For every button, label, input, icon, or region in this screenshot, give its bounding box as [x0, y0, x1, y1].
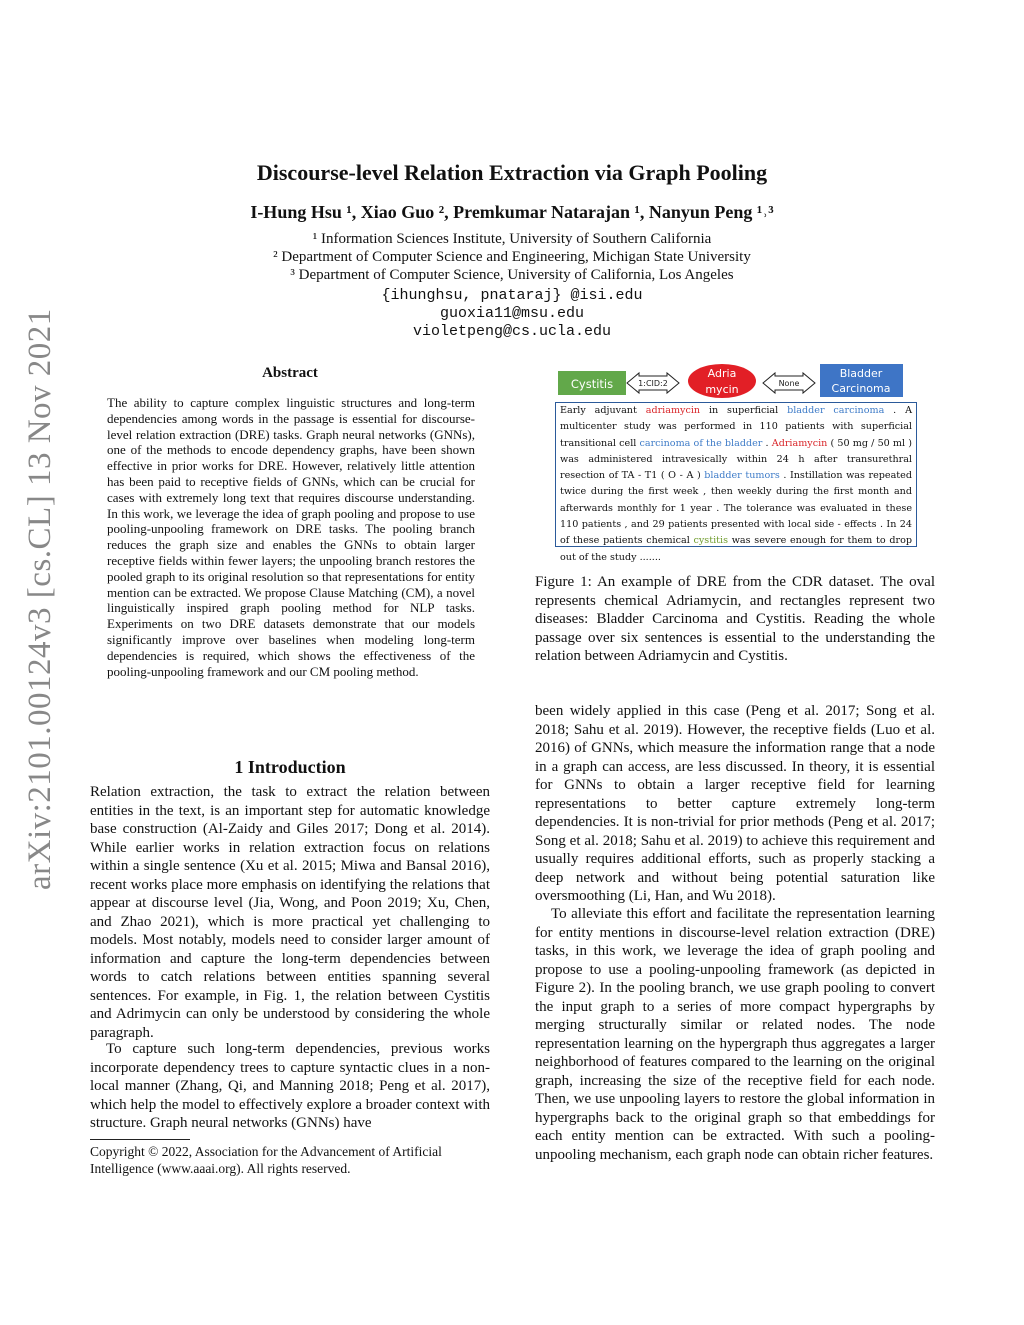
section-heading-introduction: 1 Introduction	[234, 757, 346, 777]
right-column-paragraph-2: To alleviate this effort and facilitate the representation learning for entity mentions in discourse-level relation extraction (DRE) tasks, in this work, we leverage the idea of graph pooling and propose to use a pooling-unpooling framework (as depicted in Figure 2). In the pooling branch, we use graph pooling to convert the input graph to a series of more compact hypergraphs by merging structurally similar or related nodes. The node representation learning on the hypergraph thus aggregates a larger neighborhood of features compared to the learning on the original graph, increasing the size of the receptive field for each node. Then, we use unpooling layers to restore the global information in hypergraphs back to the original graph so that embeddings for each entity mention can be extracted. With such a pooling-unpooling mechanism, each graph node can obtain richer features.	[535, 906, 935, 1163]
email-3: violetpeng@cs.ucla.edu	[412, 323, 612, 340]
bladder-label-2: Carcinoma	[831, 382, 891, 395]
bladder-label-1: Bladder	[839, 367, 883, 380]
adriamycin-label-2: mycin	[705, 383, 739, 396]
copyright-footnote: Copyright © 2022, Association for the Advancement of Artificial Intelligence (www.aaai.org). All rights reserved.	[90, 1144, 442, 1176]
email-2: guoxia11@msu.edu	[439, 305, 585, 322]
cid-label: 1:CID:2	[638, 379, 668, 388]
affiliation-1: ¹ Information Sciences Institute, University of Southern California	[312, 231, 712, 247]
figure-1-passage: Early adjuvant adriamycin in superficial bladder carcinoma . A multicenter study was performed in 110 patients with superficial transitional cell carcinoma of the bladder . Adriamycin ( 50 mg / 50 ml ) was administered intravesically within 24 h after transurethral resection of TA - T1 ( O - A ) bladder tumors . Instillation was repeated twice during the first week , then weekly during the first month and afterwards monthly for 1 year . The tolerance was evaluated in these 110 patients , and 29 patients presented with local side - effects . In 24 of these patients chemical cystitis was severe enough for them to drop out of the study .......	[555, 402, 917, 547]
intro-paragraph-2: To capture such long-term dependencies, previous works incorporate dependency trees to capture syntactic clues in a non-local manner (Zhang, Qi, and Manning 2018; Peng et al. 2017), which help the model to effectively explore a broader context with structure. Graph neural networks (GNNs) have	[90, 1041, 490, 1131]
email-1: {ihunghsu, pnataraj} @isi.edu	[381, 287, 643, 304]
intro-paragraph-1: Relation extraction, the task to extract the relation between entities in the text, is an important step for automatic knowledge base construction (Al-Zaidy and Giles 2017; Dong et al. 2014). While earlier works in relation extraction focus on relations within a single sentence (Xu et al. 2015; Miwa and Bansal 2016), recent works place more emphasis on identifying the relations that appear at discourse level (Jia, Wong, and Poon 2019; Xu, Chen, and Zhao 2021), which is more practical yet challenging to models. Most notably, models need to consider larger amount of information and capture the long-term dependencies between words to catch relations between entities spanning several sentences. For example, in Fig. 1, the relation between Cystitis and Adrimycin can only be understood by considering the whole paragraph.	[90, 784, 490, 1041]
adriamycin-label-1: Adria	[707, 367, 737, 380]
author-list: I-Hung Hsu ¹, Xiao Guo ², Premkumar Natarajan ¹, Nanyun Peng ¹˒³	[250, 202, 774, 222]
cystitis-label: Cystitis	[570, 377, 614, 391]
affiliation-3: ³ Department of Computer Science, University of California, Los Angeles	[290, 267, 734, 283]
abstract-text: The ability to capture complex linguistic structures and long-term dependencies among words in the passage is essential for discourse-level relation extraction (DRE) tasks. Graph neural networks (GNNs), one of the methods to encode dependency graphs, have been shown effective in prior works for DRE. However, relatively little attention has been paid to receptive fields of GNNs, which can be crucial for cases with extremely long text that requires discourse understanding. In this work, we leverage the idea of graph pooling and propose to use pooling-unpooling framework on DRE tasks. The pooling branch reduces the graph size and enables the GNNs to obtain larger receptive fields within fewer layers; the unpooling branch restores the pooled graph to its original resolution so that representations for entity mention can be extracted. We propose Clause Matching (CM), a novel linguistically inspired graph pooling method for NLP tasks. Experiments on two DRE datasets demonstrate that our models significantly improve over baselines when modeling long-term dependencies is required, which shows the effectiveness of the pooling-unpooling framework and our CM pooling method.	[107, 395, 475, 679]
figure-1-graph	[555, 363, 917, 403]
none-label: None	[778, 379, 800, 388]
paper-title: Discourse-level Relation Extraction via Graph Pooling	[256, 160, 768, 185]
figure-1-caption: Figure 1: An example of DRE from the CDR dataset. The oval represents chemical Adriamycin, and rectangles represent two diseases: Bladder Carcinoma and Cystitis. Reading the whole passage over six sentences is essential to the understanding the relation between Adriamycin and Cystitis.	[535, 574, 935, 664]
affiliation-2: ² Department of Computer Science and Engineering, Michigan State University	[273, 249, 751, 265]
footnote-rule	[90, 1139, 190, 1140]
right-column-paragraph-1: been widely applied in this case (Peng et al. 2017; Song et al. 2018; Sahu et al. 2019). However, the receptive fields (Luo et al. 2016) of GNNs, which measure the information range that a node in a graph can access, are less discussed. In theory, it is essential for GNNs to obtain a larger receptive field for learning representations to better capture extremely long-term dependencies. It is non-trivial for prior methods (Peng et al. 2017; Song et al. 2018; Sahu et al. 2019) to achieve this requirement and usually requires additional efforts, such as properly stacking a deep network and without being potential saturation like oversmoothing (Li, Han, and Wu 2018).	[535, 703, 935, 904]
abstract-heading: Abstract	[262, 365, 318, 381]
arxiv-identifier: arXiv:2101.00124v3 [cs.CL] 13 Nov 2021	[22, 308, 58, 890]
